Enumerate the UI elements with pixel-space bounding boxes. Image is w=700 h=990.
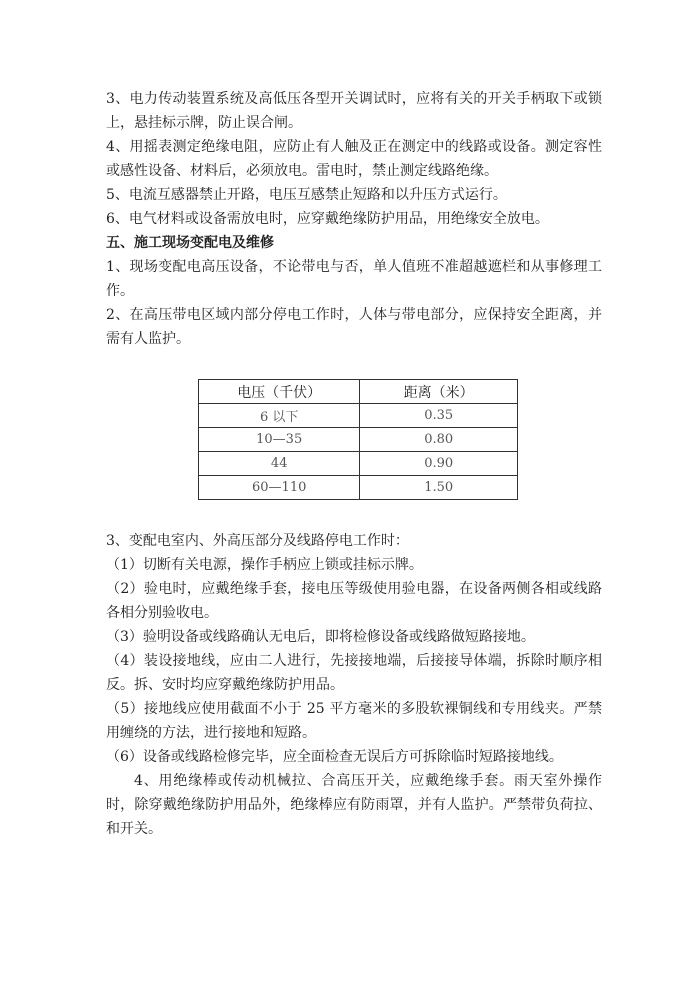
paragraph-subitem-5: （5）接地线应使用截面不小于 25 平方毫米的多股软裸铜线和专用线夹。严禁用缠绕的方法，进行接地和短路。: [106, 701, 602, 741]
paragraph-item-4: 4、用摇表测定绝缘电阻，应防止有人触及正在测定中的线路或设备。测定容性或感性设备、材料后，必须放电。雷电时，禁止测定线路绝缘。: [106, 139, 602, 179]
paragraph-subitem-6: （6）设备或线路检修完毕，应全面检查无误后方可拆除临时短路接地线。: [106, 749, 563, 765]
paragraph-subitem-1: （1）切断有关电源，操作手柄应上锁或挂标示牌。: [106, 557, 423, 573]
table-header-voltage: 电压（千伏）: [199, 380, 360, 404]
table-cell-voltage: 60—110: [199, 476, 360, 500]
table-cell-distance: 1.50: [360, 476, 518, 500]
table-row: [199, 428, 518, 452]
section-heading: 五、施工现场变配电及维修: [106, 235, 274, 251]
paragraph-section5-item-3: 3、变配电室内、外高压部分及线路停电工作时：: [106, 533, 409, 549]
table-header-distance: 距离（米）: [360, 380, 518, 404]
table-row: [199, 404, 518, 428]
paragraph-subitem-2: （2）验电时，应戴绝缘手套，接电压等级使用验电器，在设备两侧各相或线路各相分别验收电。: [106, 581, 602, 621]
table-cell-voltage: 6 以下: [199, 404, 360, 428]
paragraph-item-5: 5、电流互感器禁止开路，电压互感禁止短路和以升压方式运行。: [106, 187, 507, 203]
paragraph-section5-item-2: 2、在高压带电区域内部分停电工作时，人体与带电部分，应保持安全距离，并需有人监护。: [106, 307, 602, 347]
paragraph-item-3: 3、电力传动装置系统及高低压各型开关调试时，应将有关的开关手柄取下或锁上，悬挂标示牌，防止误合闸。: [106, 91, 602, 131]
paragraph-section5-item-4: 4、用绝缘棒或传动机械拉、合高压开关，应戴绝缘手套。雨天室外操作时，除穿戴绝缘防护用品外，绝缘棒应有防雨罩，并有人监护。严禁带负荷拉、和开关。: [106, 773, 602, 837]
table-row: [199, 452, 518, 476]
table-row: [199, 476, 518, 500]
safety-distance-table: [198, 379, 518, 500]
paragraph-subitem-4: （4）装设接地线，应由二人进行，先接接地端，后接接导体端，拆除时顺序相反。拆、安时均应穿戴绝缘防护用品。: [106, 653, 602, 693]
paragraph-section5-item-1: 1、现场变配电高压设备，不论带电与否，单人值班不准超越遮栏和从事修理工作。: [106, 259, 602, 299]
paragraph-item-6: 6、电气材料或设备需放电时，应穿戴绝缘防护用品，用绝缘安全放电。: [106, 211, 549, 227]
table-cell-voltage: 44: [199, 452, 360, 476]
table-header-row: [199, 380, 518, 404]
document-page: [106, 87, 602, 841]
safety-distance-table-wrapper: [198, 379, 518, 500]
table-cell-distance: 0.35: [360, 404, 518, 428]
table-cell-voltage: 10—35: [199, 428, 360, 452]
table-cell-distance: 0.80: [360, 428, 518, 452]
paragraph-subitem-3: （3）验明设备或线路确认无电后，即将检修设备或线路做短路接地。: [106, 629, 535, 645]
table-cell-distance: 0.90: [360, 452, 518, 476]
